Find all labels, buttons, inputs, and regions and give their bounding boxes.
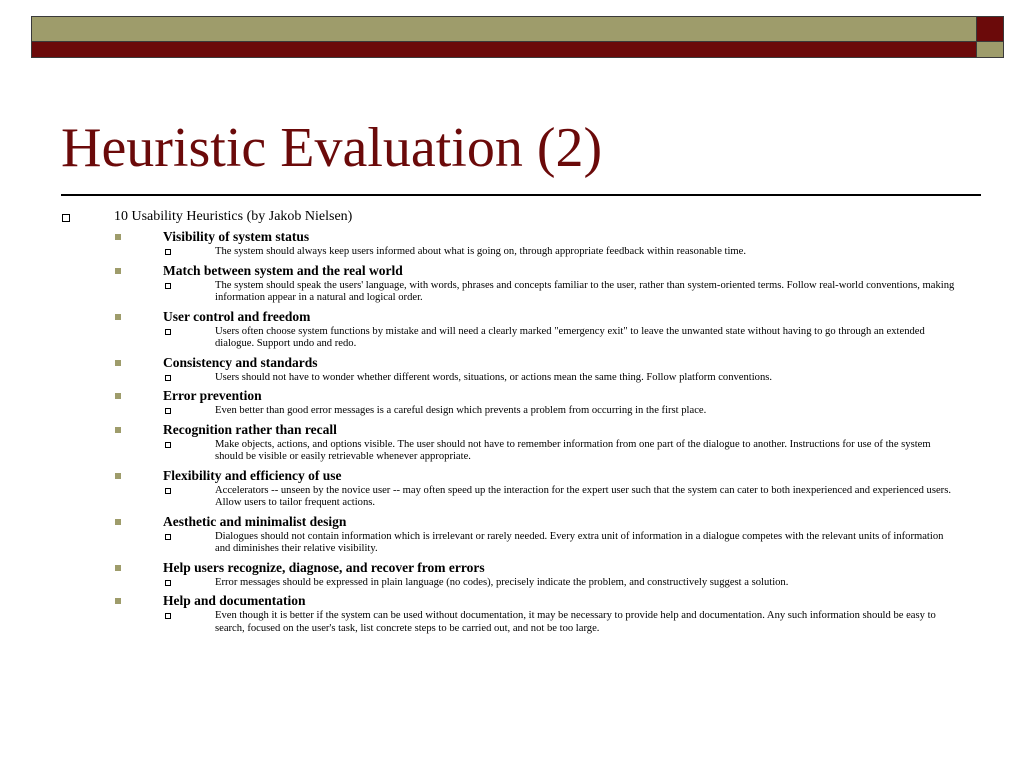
heuristic-name: User control and freedom: [163, 308, 311, 324]
heuristic-name: Flexibility and efficiency of use: [163, 467, 342, 483]
corner-square-maroon: [977, 16, 1004, 42]
heuristic-description-item: [215, 246, 955, 259]
heuristic-description: Accelerators -- unseen by the novice user -- may often speed up the interaction for the expert user such that the system can cater to both inexperienced and experienced users. Allow users to tailor frequent actions.: [215, 484, 951, 508]
heuristic-name: Error prevention: [163, 388, 262, 403]
heuristic-item: [163, 387, 1024, 418]
hollow-square-bullet-icon: [165, 488, 171, 494]
header-bar-maroon: [31, 42, 977, 58]
heuristic-description: Even better than good error messages is a careful design which prevents a problem from occurring in the first place.: [215, 405, 707, 416]
heuristic-name: Recognition rather than recall: [163, 421, 337, 437]
intro-item: [0, 208, 1024, 635]
heuristic-description: Even though it is better if the system can be used without documentation, it may be necessary to provide help and documentation. Any such information should be easy to search, focused on the user's task, list concrete steps to be carried out, and not be too large.: [215, 610, 936, 634]
heuristic-description-list: [163, 405, 1024, 418]
hollow-square-bullet-icon: [165, 408, 171, 414]
heuristic-description-list: [163, 610, 1024, 635]
heuristic-list: [114, 228, 1024, 635]
heuristic-description: The system should speak the users' language, with words, phrases and concepts familiar to the user, rather than system-oriented terms. Follow real-world conventions, making information appear in a natural and logical order.: [215, 279, 955, 303]
heuristic-item: [163, 592, 1024, 635]
filled-square-bullet-icon: [115, 598, 121, 604]
heuristic-item: [163, 467, 1024, 510]
heuristic-description-item: [215, 531, 955, 556]
hollow-square-bullet-icon: [165, 375, 171, 381]
hollow-square-bullet-icon: [165, 442, 171, 448]
heuristic-description-list: [163, 280, 1024, 305]
filled-square-bullet-icon: [115, 427, 121, 433]
heuristic-description-item: [215, 405, 955, 418]
header-bar-olive: [31, 16, 977, 42]
heuristic-description-list: [163, 531, 1024, 556]
filled-square-bullet-icon: [115, 565, 121, 571]
intro-text: 10 Usability Heuristics (by Jakob Nielsen): [114, 209, 353, 224]
heuristic-description-list: [163, 326, 1024, 351]
corner-square-olive: [977, 42, 1004, 58]
heuristic-name: Aesthetic and minimalist design: [163, 513, 347, 529]
heuristic-item: [163, 354, 1024, 385]
heuristic-item: [163, 421, 1024, 464]
slide-content: [0, 208, 1024, 638]
heuristic-description: Users should not have to wonder whether different words, situations, or actions mean the same thing. Follow platform conventions.: [215, 371, 773, 383]
heuristic-description-item: [215, 610, 955, 635]
heuristic-name: Help and documentation: [163, 593, 306, 608]
heuristic-name: Consistency and standards: [163, 354, 318, 370]
hollow-square-bullet-icon: [165, 580, 171, 586]
filled-square-bullet-icon: [115, 360, 121, 366]
heuristic-name: Help users recognize, diagnose, and recover from errors: [163, 559, 485, 575]
slide-title: Heuristic Evaluation (2): [61, 117, 603, 179]
filled-square-bullet-icon: [115, 393, 121, 399]
heuristic-description: The system should always keep users informed about what is going on, through appropriate feedback within reasonable time.: [215, 246, 747, 257]
hollow-square-bullet-icon: [165, 283, 171, 289]
heuristic-item: [163, 559, 1024, 590]
heuristic-description: Users often choose system functions by mistake and will need a clearly marked "emergency exit" to leave the unwanted state without having to go through an extended dialogue. Support undo and redo.: [215, 325, 925, 349]
title-divider: [61, 194, 981, 196]
heuristic-description: Dialogues should not contain information which is irrelevant or rarely needed. Every extra unit of information in a dialogue competes with the relevant units of information and diminishes their relative visibility.: [215, 530, 944, 554]
heuristic-description-item: [215, 326, 955, 351]
hollow-square-bullet-icon: [165, 534, 171, 540]
hollow-square-bullet-icon: [165, 249, 171, 255]
filled-square-bullet-icon: [115, 234, 121, 240]
heuristic-description-list: [163, 577, 1024, 590]
filled-square-bullet-icon: [115, 314, 121, 320]
heuristic-name: Match between system and the real world: [163, 262, 403, 278]
filled-square-bullet-icon: [115, 519, 121, 525]
heuristic-description-list: [163, 439, 1024, 464]
heuristic-description-list: [163, 485, 1024, 510]
heuristic-item: [163, 262, 1024, 305]
filled-square-bullet-icon: [115, 268, 121, 274]
heuristic-item: [163, 228, 1024, 259]
hollow-square-bullet-icon: [165, 329, 171, 335]
heuristic-description: Error messages should be expressed in plain language (no codes), precisely indicate the problem, and constructively suggest a solution.: [215, 576, 789, 588]
heuristic-description-item: [215, 372, 955, 385]
hollow-square-bullet-icon: [165, 613, 171, 619]
heuristic-description-item: [215, 485, 955, 510]
heuristic-item: [163, 308, 1024, 351]
heuristic-item: [163, 513, 1024, 556]
heuristic-name: Visibility of system status: [163, 229, 310, 244]
heuristic-description: Make objects, actions, and options visible. The user should not have to remember information from one part of the dialogue to another. Instructions for use of the system should be visible or easily retrievable whenever appropriate.: [215, 438, 931, 462]
heuristic-description-item: [215, 439, 955, 464]
heuristic-description-list: [163, 372, 1024, 385]
heuristic-description-item: [215, 577, 955, 590]
heuristic-description-item: [215, 280, 955, 305]
hollow-square-bullet-icon: [62, 214, 70, 222]
filled-square-bullet-icon: [115, 473, 121, 479]
heuristic-description-list: [163, 246, 1024, 259]
